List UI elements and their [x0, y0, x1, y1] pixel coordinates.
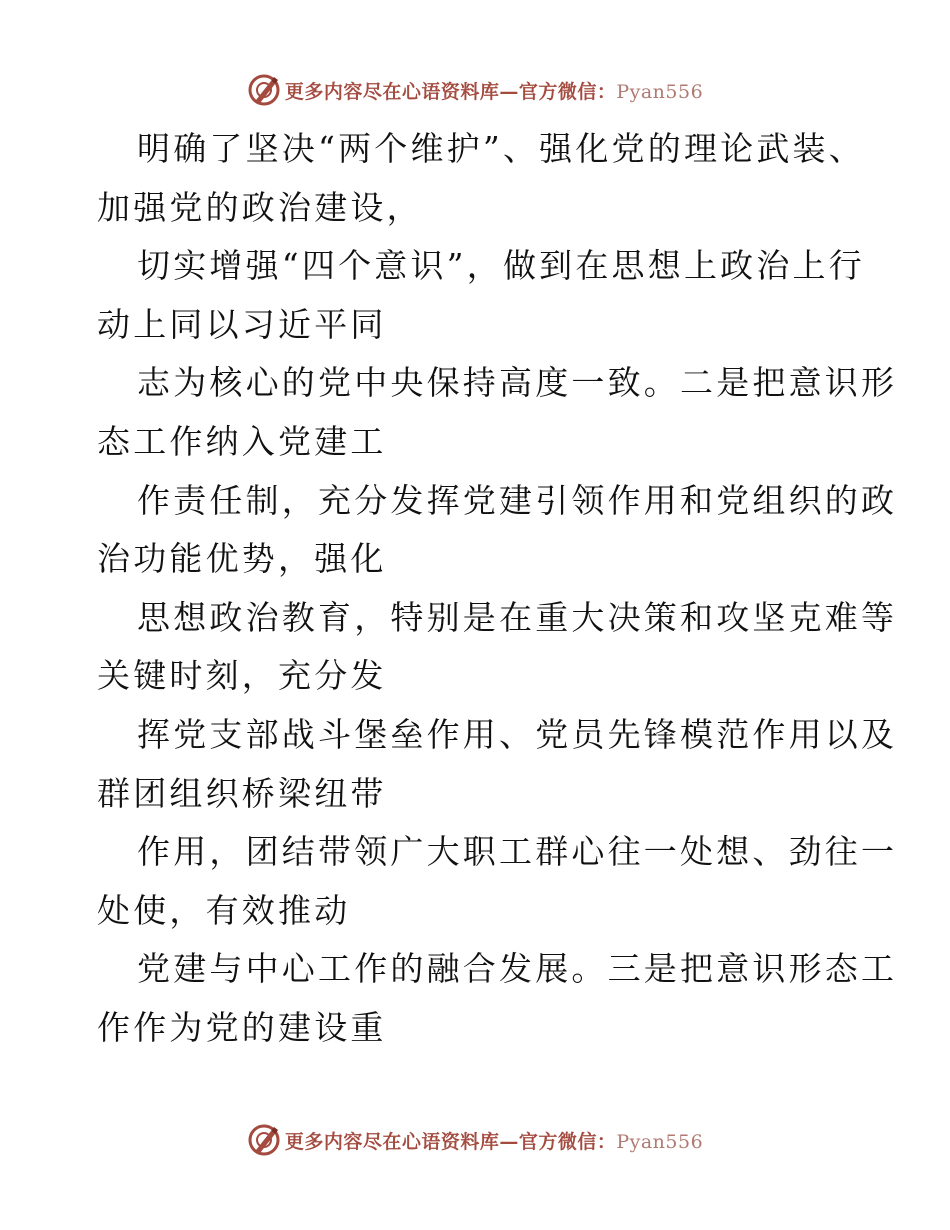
- text-line: 作用，团结带领广大职工群心往一处想、劲往一: [137, 832, 898, 872]
- header-banner-text: [285, 77, 703, 104]
- header-wechat-id: Pyan556: [616, 80, 704, 103]
- text-line: 明确了坚决“两个维护”、强化党的理论武装、: [137, 129, 865, 168]
- footer-banner-text: [285, 1127, 703, 1154]
- text-line: 切实增强“四个意识”，做到在思想上政治上行: [137, 246, 865, 286]
- header-banner-label: 更多内容尽在心语资料库—官方微信：: [284, 80, 617, 103]
- footer-banner: [0, 1120, 950, 1160]
- text-line: 思想政治教育，特别是在重大决策和攻坚克难等: [137, 597, 898, 637]
- footer-banner-label: 更多内容尽在心语资料库—官方微信：: [284, 1130, 617, 1153]
- text-line: 治功能优势，强化: [97, 539, 387, 579]
- text-line: 作责任制，充分发挥党建引领作用和党组织的政: [137, 480, 898, 520]
- pen-seal-icon: [247, 73, 281, 107]
- text-line: 志为核心的党中央保持高度一致。二是把意识形: [137, 363, 898, 403]
- text-line: 挥党支部战斗堡垒作用、党员先锋模范作用以及: [137, 714, 898, 754]
- text-line: 加强党的政治建设，: [97, 187, 423, 227]
- text-line: 态工作纳入党建工: [97, 421, 387, 461]
- text-line: 动上同以习近平同: [97, 304, 387, 344]
- text-line: 群团组织桥梁纽带: [97, 773, 387, 813]
- text-line: 作作为党的建设重: [97, 1007, 387, 1047]
- footer-wechat-id: Pyan556: [616, 1130, 704, 1153]
- text-line: 党建与中心工作的融合发展。三是把意识形态工: [137, 949, 898, 989]
- text-line: 关键时刻，充分发: [97, 656, 387, 696]
- text-line: 处使，有效推动: [97, 890, 351, 930]
- document-body: [97, 120, 898, 1058]
- pen-seal-icon: [247, 1123, 281, 1157]
- header-banner: [0, 70, 950, 110]
